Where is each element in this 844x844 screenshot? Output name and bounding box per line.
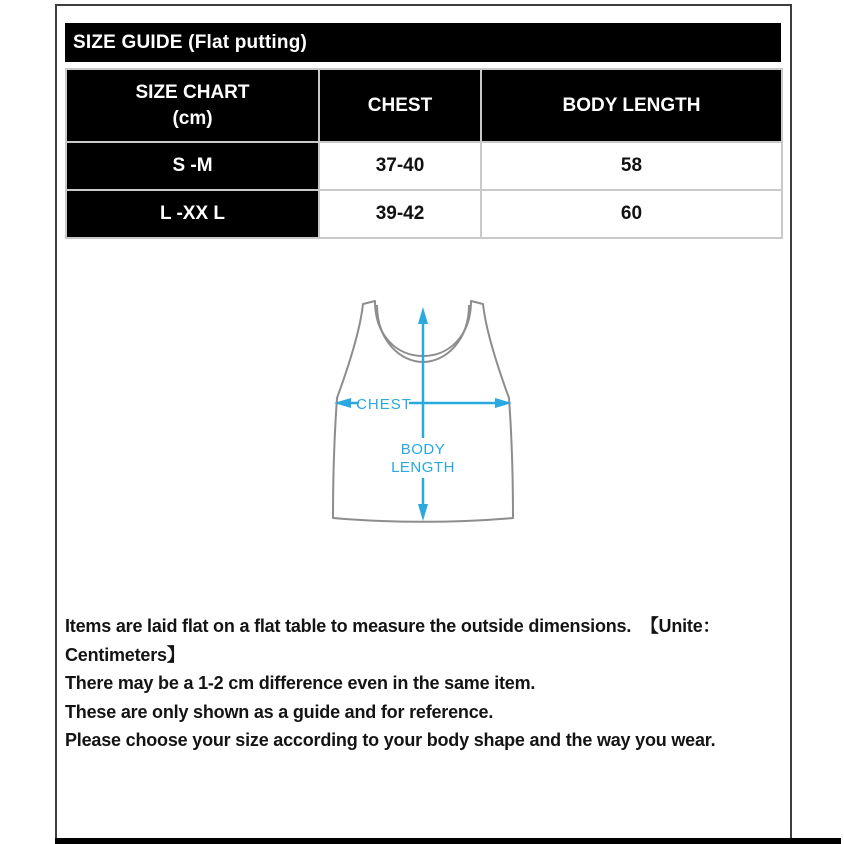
size-guide-title: SIZE GUIDE (Flat putting)	[73, 31, 308, 53]
table-header-row	[66, 69, 782, 142]
note-line: There may be a 1-2 cm difference even in the same item.	[65, 673, 536, 693]
body-length-label-line2: LENGTH	[391, 459, 455, 476]
size-chart-table	[65, 68, 783, 239]
note-line: Centimeters】	[65, 644, 185, 665]
chest-cell: 37-40	[319, 142, 481, 190]
size-cell: L -XX L	[66, 190, 319, 238]
note-line: Items are laid flat on a flat table to measure the outside dimensions. 【Unite：	[65, 616, 721, 636]
body-length-cell: 60	[481, 190, 782, 238]
size-cell: S -M	[66, 142, 319, 190]
note-line: Please choose your size according to your body shape and the way you wear.	[65, 730, 716, 750]
col-header-chest: CHEST	[319, 69, 481, 142]
col-header-body-length: BODY LENGTH	[481, 69, 782, 142]
size-chart-header-line1: SIZE CHART	[135, 81, 250, 103]
note-line: These are only shown as a guide and for reference.	[65, 701, 494, 722]
body-length-label-line1: BODY	[400, 441, 446, 458]
table-row	[66, 190, 782, 238]
body-length-arrow	[418, 307, 428, 521]
chest-label: CHEST	[356, 396, 412, 413]
size-chart-header-line2: (cm)	[172, 107, 213, 129]
body-length-cell: 58	[481, 142, 782, 190]
bottom-divider-bar	[55, 838, 841, 844]
measurement-notes	[65, 612, 787, 755]
chest-cell: 39-42	[319, 190, 481, 238]
table-row	[66, 142, 782, 190]
size-guide-title-bar	[65, 23, 781, 62]
measurement-diagram	[330, 280, 518, 530]
col-header-size-chart	[66, 69, 319, 142]
